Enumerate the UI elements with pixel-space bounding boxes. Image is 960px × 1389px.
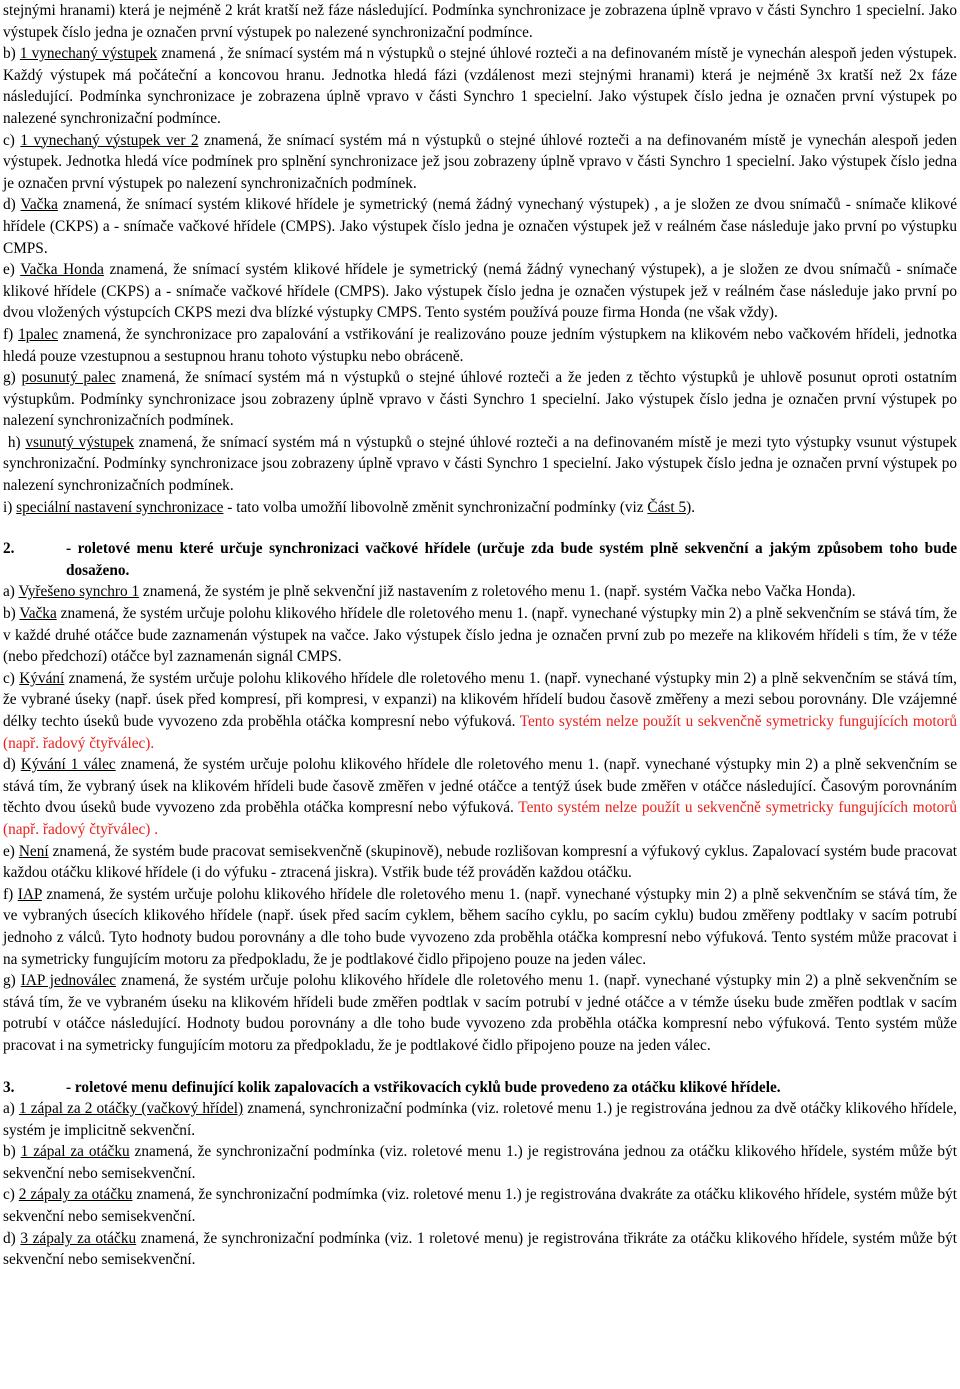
- option-term: Vačka: [20, 196, 58, 214]
- option-term: vsunutý výstupek: [25, 433, 134, 451]
- option-1g: [3, 367, 957, 432]
- option-term: 3 zápaly za otáčku: [20, 1229, 137, 1247]
- section-2-heading: [3, 538, 957, 581]
- option-text: znamená, že snímací systém klikové hřídele je symetrický (nemá žádný vynechaný výstupek) , a je složen ze dvou snímačů - snímače klikové hřídele (CKPS) a - snímače vačkové hřídele (CMPS). Jako výstupek číslo jedna je označen výstupek jež v reálném čase následuje jako první po výstupku CMPS.: [3, 196, 957, 257]
- option-1f: [3, 324, 957, 367]
- section-3-heading: [3, 1077, 957, 1099]
- option-prefix: d): [3, 196, 21, 214]
- option-term: Vyřešeno synchro 1: [18, 583, 140, 601]
- option-2c: [3, 668, 957, 754]
- option-term: speciální nastavení synchronizace: [16, 498, 224, 516]
- option-term: posunutý palec: [21, 369, 116, 387]
- paragraph-intro-continuation: [3, 0, 957, 43]
- section-gap: [3, 1057, 957, 1077]
- option-text: znamená, že snímací systém klikové hřídele je symetrický (nemá žádný vynechaný výstupek), a je složen ze dvou snímačů - snímače klikové hřídele (CKPS) a - snímače vačkové hřídele (CMPS). Jako výstupek číslo jedna je označen výstupek jež v reálném čase následuje jako první po dvou vložených výstupcích CKPS mezi dva blízké výstupky CMPS. Tento systém používá pouze firma Honda (ne však vždy).: [3, 261, 957, 322]
- option-term: 1palec: [18, 325, 58, 343]
- warning-text: Tento systém nelze použít u sekvenčně symetricky fungujících motorů (např. řadový čtyřválec) .: [3, 799, 957, 838]
- option-text: znamená, že synchronizační podmímka (viz. roletové menu 1.) je registrována dvakráte za otáčku klikového hřídele, systém může být sekvenční nebo semisekvenční.: [3, 1186, 958, 1226]
- option-text: znamená, že snímací systém má n výstupků o stejné úhlové rozteči a na definovaném místě je vynechán alespoň jeden výstupek. Jednotka hledá více podmínek pro splnění synchronizace jež jsou zobrazeny úplně vpravo v části Synchro 1 specielní. Jako výstupek číslo jedna je označen první výstupek po nalezení synchronizačních podmínek.: [3, 131, 957, 192]
- option-1b: [3, 43, 957, 129]
- option-term: IAP jednoválec: [20, 972, 117, 990]
- option-2g: [3, 970, 957, 1056]
- option-prefix: b): [3, 605, 20, 623]
- option-2e: [3, 841, 957, 884]
- option-text: znamená, že synchronizační podmínka (viz. 1 roletové menu) je registrována třikráte za otáčku klikového hřídele, systém může být sekvenční nebo semisekvenční.: [3, 1229, 957, 1269]
- option-2b: [3, 603, 957, 668]
- option-prefix: g): [3, 972, 21, 990]
- option-text: znamená, že systém určuje polohu klikového hřídele dle roletového menu 1. (např. vynechané výstupky min 2) a plně sekvenčním se stává tím, že ve vybraných úsecích klikového hřídele (např. úsek před sacím cyklem, během sacího cyklu, po sacím cyklu) budou změřeny podtlaky v sacím potrubí jednoho z válců. Tyto hodnoty budou porovnány a dle toho bude vyvozeno zda proběhla otáčka kompresní nebo výfuková. Tento systém může pracovat i na symetricky fungujícím motoru za předpokladu, že je podtlakové čidlo připojeno pouze na jeden válec.: [3, 885, 957, 968]
- option-term: Kývání 1 válec: [20, 756, 116, 774]
- option-text: - tato volba umožňí libovolně změnit synchronizační podmínky (viz: [223, 498, 648, 516]
- option-text: znamená, že systém určuje polohu klikového hřídele dle roletového menu 1. (např. vynechané výstupky min 2) a plně sekvenčním se stává tím, že ve vybraném úseku na klikovém hřídeli bude změřen podtlak v sacím potrubí v jedné otáčce a v témže úseku bude změřen podtlak v sacím potrubí v otáčce následující. Hodnoty budou porovnány a dle toho bude vyvozeno zda proběhla otáčka kompresní nebo výfuková. Tento systém může pracovat i na symetricky fungujícím motoru za předpokladu, že je podtlakové čidlo připojeno pouze na jeden válec.: [3, 972, 957, 1054]
- option-prefix: f): [3, 885, 18, 903]
- option-text: znamená , že snímací systém má n výstupků o stejné úhlové rozteči a na definovaném místě je vynechán alespoň jeden výstupek. Každý výstupek má počáteční a koncovou hranu. Jednotka hledá fázi (vzdálenost mezi stejnými hranami) která je nejméně 3x kratší než 2x fáze následující. Podmínka synchronizace je zobrazena úplně vpravo v části Synchro 1 specielní. Jako výstupek číslo jedna je označen první výstupek po nalezené synchronizační podmínce.: [3, 45, 958, 127]
- section-heading-text: - roletové menu které určuje synchronizaci vačkové hřídele (určuje zda bude systém plně sekvenční a jakým způsobem toho bude dosaženo.: [66, 540, 957, 579]
- option-prefix: i): [3, 498, 17, 516]
- option-text-end: ).: [686, 498, 696, 516]
- option-1h: [3, 432, 957, 497]
- option-prefix: a): [3, 583, 19, 601]
- option-text: znamená, že systém určuje polohu klikového hřídele dle roletového menu 1. (např. vynechané výstupky min 2) a plně sekvenčním se stává tím, že vybrané úseky (např. úsek před kompresí, při kompresi, v expanzi) na klikovém hřídelí budou časově změřeny a mezi sebou porovnány. Dle vzájemné délky techto úseků bude vyvozeno zda proběhla otáčka kompresní nebo výfuková.: [3, 669, 957, 730]
- option-term: Vačka: [19, 605, 57, 623]
- option-prefix: e): [3, 842, 19, 860]
- option-term: 1 zápal za otáčku: [20, 1143, 130, 1161]
- section-number: 2.: [3, 540, 15, 558]
- option-prefix: f): [3, 325, 19, 343]
- paragraph-text: stejnými hranami) která je nejméně 2 krát kratší než fáze následující. Podmínka synchronizace je zobrazena úplně vpravo v části Synchro 1 specielní. Jako výstupek číslo jedna je označen první výstupek po nalezené synchronizační podmínce.: [3, 2, 957, 41]
- option-1e: [3, 259, 957, 324]
- option-prefix: c): [3, 131, 21, 149]
- option-prefix: e): [3, 261, 21, 279]
- option-2a: [3, 581, 957, 603]
- option-prefix: d): [3, 756, 21, 774]
- option-prefix: a): [3, 1100, 19, 1118]
- option-text: znamená, že synchronizace pro zapalování a vstřikování je realizováno pouze jedním výstupkem na klikovém nebo vačkovém hřídeli, jednotka hledá pouze vzestupnou a sestupnou hranu tohoto výstupku nebo obráceně.: [3, 325, 957, 365]
- option-1i: [3, 497, 957, 519]
- option-text: znamená, že systém určuje polohu klikového hřídele dle roletového menu 1. (např. vynechané výstupky min 2) a plně sekvenčním se stává tím, že v každé druhé otáčce bude zaznamenán výstupek na vačce. Jako výstupek číslo jedna je označen první zub po mezeře na klikovém hřídeli s tím, že v téže (nebo předchozí) otáčce byl zaznamenán signál CMPS.: [3, 605, 957, 666]
- section-heading-text: - roletové menu definující kolik zapalovacích a vstřikovacích cyklů bude provedeno za otáčku klikové hřídele.: [66, 1078, 781, 1096]
- option-prefix: c): [3, 1186, 19, 1204]
- option-3b: [3, 1141, 957, 1184]
- option-text: znamená, synchronizační podmínka (viz. roletové menu 1.) je registrována jednou za dvě otáčky klikového hřídele, systém je implicitně sekvenční.: [3, 1100, 957, 1139]
- option-3c: [3, 1184, 957, 1227]
- option-term: 1 vynechaný výstupek: [19, 45, 158, 63]
- option-2f: [3, 884, 957, 970]
- section-number: 3.: [3, 1078, 15, 1096]
- option-prefix: h): [3, 433, 26, 451]
- warning-text: Tento systém nelze použít u sekvenčně symetricky fungujících motorů (např. řadový čtyřválec).: [3, 713, 958, 752]
- option-prefix: d): [3, 1229, 21, 1247]
- option-text: znamená, že systém je plně sekvenční již nastavením z roletového menu 1. (např. systém Vačka nebo Vačka Honda).: [139, 583, 856, 601]
- option-text: znamená, že snímací systém má n výstupků o stejné úhlové rozteči a že jeden z těchto výstupků je uhlově posunut oproti ostatním výstupkům. Podmínky synchronizace jsou zobrazeny úplně vpravo v části Synchro 1 specielní. Jako výstupek číslo jedna je označen první výstupek po nalezení synchronizačních podmínek.: [3, 369, 957, 430]
- option-2d: [3, 754, 957, 840]
- option-term: 2 zápaly za otáčku: [18, 1186, 133, 1204]
- option-1c: [3, 130, 957, 195]
- option-term: Není: [18, 842, 49, 860]
- option-text: znamená, že systém bude pracovat semisekvenčně (skupinově), nebude rozlišovan kompresní a výfukový cyklus. Zapalovací systém bude pracovat každou otáčku klikové hřídele (i do výfuku - ztracená jiskra). Vstřik bude též prováděn každou otáčku.: [3, 842, 957, 882]
- option-term: 1 zápal za 2 otáčky (vačkový hřídel): [18, 1100, 244, 1118]
- section-5-link[interactable]: Část 5: [647, 498, 687, 516]
- option-term: Kývání: [19, 669, 65, 687]
- option-3a: [3, 1098, 957, 1141]
- option-prefix: b): [3, 45, 20, 63]
- option-prefix: b): [3, 1143, 21, 1161]
- option-term: 1 vynechaný výstupek ver 2: [20, 131, 199, 149]
- option-text: znamená, že snímací systém má n výstupků o stejné úhlové rozteči a na definovaném místě je mezi tyto výstupky vsunut výstupek synchronizační. Podmínky synchronizace jsou zobrazeny úplně vpravo v části Synchro 1 specielní. Jako výstupek číslo jedna je označen první výstupek po nalezení synchronizačních podmínek.: [3, 433, 957, 495]
- option-term: Vačka Honda: [20, 261, 104, 279]
- option-prefix: c): [3, 669, 20, 687]
- section-gap: [3, 518, 957, 538]
- option-text: znamená, že systém určuje polohu klikového hřídele dle roletového menu 1. (např. vynechané výstupky min 2) a plně sekvenčním se stává tím, že vybraný úsek na klikovém hřídeli bude časově změřen v jedné otáčce a tentýž úsek bude změřen v otáčce následující. Časovým porovnáním těchto dvou úseků bude vyvozeno zda proběhla otáčka kompresní nebo výfuková.: [3, 756, 957, 817]
- option-text: znamená, že synchronizační podmínka (viz. roletové menu 1.) je registrována jednou za otáčku klikového hřídele, systém může být sekvenční nebo semisekvenční.: [3, 1143, 957, 1182]
- option-1d: [3, 194, 957, 259]
- option-term: IAP: [17, 885, 42, 903]
- option-3d: [3, 1228, 957, 1271]
- option-prefix: g): [3, 369, 22, 387]
